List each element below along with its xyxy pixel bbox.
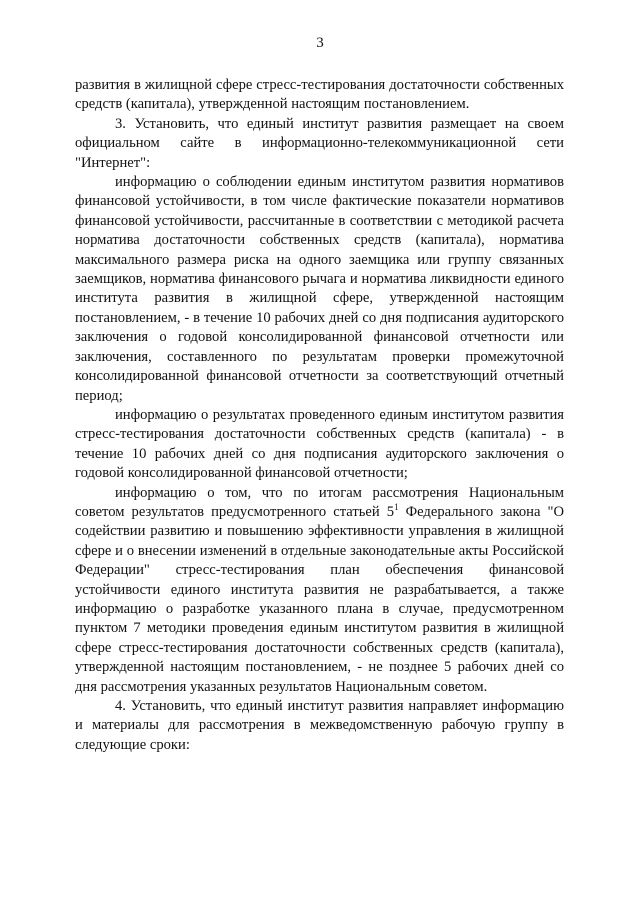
page-number: 3 bbox=[316, 35, 324, 51]
paragraph-info-stress-test-results: информацию о результатах проведенного единым институтом развития стресс-тестирования достаточности собственных средств (капитала) - в течение 10 рабочих дней со дня подписания аудиторского заключения о годовой консолидированной финансовой отчетности; bbox=[75, 406, 564, 482]
article-superscript: 1 bbox=[394, 501, 399, 512]
paragraph-text-before-sup: информацию о том, что по итогам рассмотрения Национальным советом результатов предусмотренного статьей 5 bbox=[75, 484, 564, 520]
paragraph-text-after-sup: Федерального закона "О содействии развитию и повышению эффективности управления в жилищной сфере и о внесении изменений в отдельные законодательные акты Российской Федерации" стресс-тестирования план обеспечения финансовой устойчивости единого института развития не разрабатывается, а также информацию о разработке указанного плана в случае, предусмотренном пунктом 7 методики проведения единым институтом развития в жилищной сфере стресс-тестирования достаточности собственных средств (капитала), утвержденной настоящим постановлением, - не позднее 5 рабочих дней со дня рассмотрения указанных результатов Национальным советом. bbox=[75, 503, 564, 695]
paragraph-clause-3: 3. Установить, что единый институт развития размещает на своем официальном сайте в информационно-телекоммуникационной сети "Интернет": bbox=[75, 115, 564, 171]
paragraph-continuation: развития в жилищной сфере стресс-тестирования достаточности собственных средств (капитала), утвержденной настоящим постановлением. bbox=[75, 77, 564, 113]
paragraph-info-national-council bbox=[75, 484, 564, 697]
paragraph-info-financial-stability: информацию о соблюдении единым институтом развития нормативов финансовой устойчивости, в том числе фактические показатели нормативов финансовой устойчивости, рассчитанные в соответствии с методикой расчета норматива достаточности собственных средств (капитала), норматива максимального размера риска на одного заемщика или группу связанных заемщиков, норматива финансового рычага и норматива ликвидности единого института развития в жилищной сфере, утвержденной настоящим постановлением, - в течение 10 рабочих дней со дня подписания аудиторского заключения о годовой консолидированной финансовой отчетности или заключения, составленного по результатам проверки промежуточной консолидированной финансовой отчетности за соответствующий отчетный период; bbox=[75, 174, 564, 404]
paragraph-clause-4: 4. Установить, что единый институт развития направляет информацию и материалы для рассмотрения в межведомственную рабочую группу в следующие сроки: bbox=[75, 698, 564, 753]
document-body bbox=[75, 76, 564, 755]
